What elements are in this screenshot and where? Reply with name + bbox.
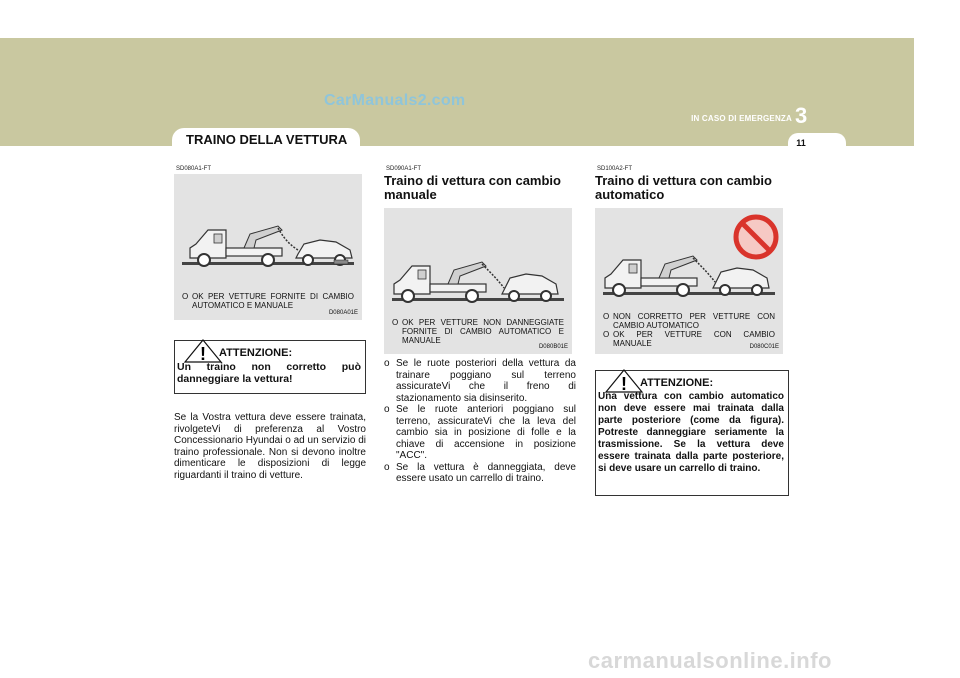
warning-text: Un traino non corretto può danneggiare la vettura! [177, 361, 361, 385]
warning-title: ATTENZIONE: [219, 347, 293, 359]
figure-tow-truck-prohibited [595, 208, 783, 354]
prohibited-icon [733, 214, 779, 260]
figure-tow-truck-lift [174, 174, 362, 320]
figure-code: D080C01E [749, 344, 779, 350]
figure-code: D080A01E [328, 310, 358, 316]
figure-caption: O OK PER VETTURE FORNITE DI CAMBIO AUTOMATICO E MANUALE [182, 292, 354, 310]
warning-box [595, 370, 789, 496]
watermark-bottom[interactable]: carmanualsonline.info [588, 648, 832, 673]
warning-text: Una vettura con cambio automatico non deve essere mai trainata dalla parte posteriore (come da figura). Potreste danneggiare seriamente la trasmissione. Se la vettura deve essere trainata dalla parte posteriore, si deve usare un carrello di traino. [598, 391, 784, 474]
figure-tow-truck-rear [384, 208, 572, 354]
section-title: TRAINO DELLA VETTURA [186, 132, 348, 147]
svg-text:!: ! [200, 344, 206, 363]
column-automatic-transmission [595, 162, 789, 496]
figure-caption: O NON CORRETTO PER VETTURE CON CAMBIO AUTOMATICO O OK PER VETTURE CON CAMBIO MANUALE [603, 312, 775, 348]
warning-box [174, 340, 366, 394]
column-manual-transmission [384, 162, 576, 485]
list-item: o Se le ruote anteriori poggiano sul terreno, assicurateVi che la leva del cambio sia in posizione di folle e la chiave di accensione in posizione "ACC". [384, 404, 576, 461]
list-item: o Se la vettura è danneggiata, deve essere usato un carrello di traino. [384, 461, 576, 484]
warning-title: ATTENZIONE: [640, 377, 714, 389]
section-heading: Traino di vettura con cambio automatico [595, 173, 772, 202]
chapter-title: IN CASO DI EMERGENZA [691, 114, 792, 123]
warning-exclamation-icon [183, 339, 223, 363]
watermark-top[interactable]: CarManuals2.com [324, 92, 466, 109]
figure-caption: O OK PER VETTURE NON DANNEGGIATE FORNITE DI CAMBIO AUTOMATICO E MANUALE [392, 318, 564, 345]
section-code: SD100A2-FT [597, 166, 633, 172]
page-number: 11 [796, 138, 806, 148]
section-code: SD090A1-FT [386, 166, 422, 172]
svg-text:!: ! [621, 374, 627, 393]
chapter-number: 3 [795, 103, 808, 128]
list-item: o Se le ruote posteriori della vettura da trainare poggiano sul terreno assicurateVi che il freno di stazionamento sia disinserito. [384, 358, 576, 404]
section-heading: Traino di vettura con cambio manuale [384, 173, 561, 202]
body-paragraph: Se la Vostra vettura deve essere trainata, rivolgeteVi di preferenza al Vostro Concessionario Hyundai o ad un servizio di traino professionale. Non si devono inoltre dimenticare le disposizioni di legge riguardanti il traino di vetture. [174, 412, 366, 481]
bullet-list [384, 358, 576, 485]
warning-exclamation-icon [604, 369, 644, 393]
column-general [174, 162, 366, 481]
section-code: SD080A1-FT [176, 166, 212, 172]
figure-code: D080B01E [538, 344, 568, 350]
